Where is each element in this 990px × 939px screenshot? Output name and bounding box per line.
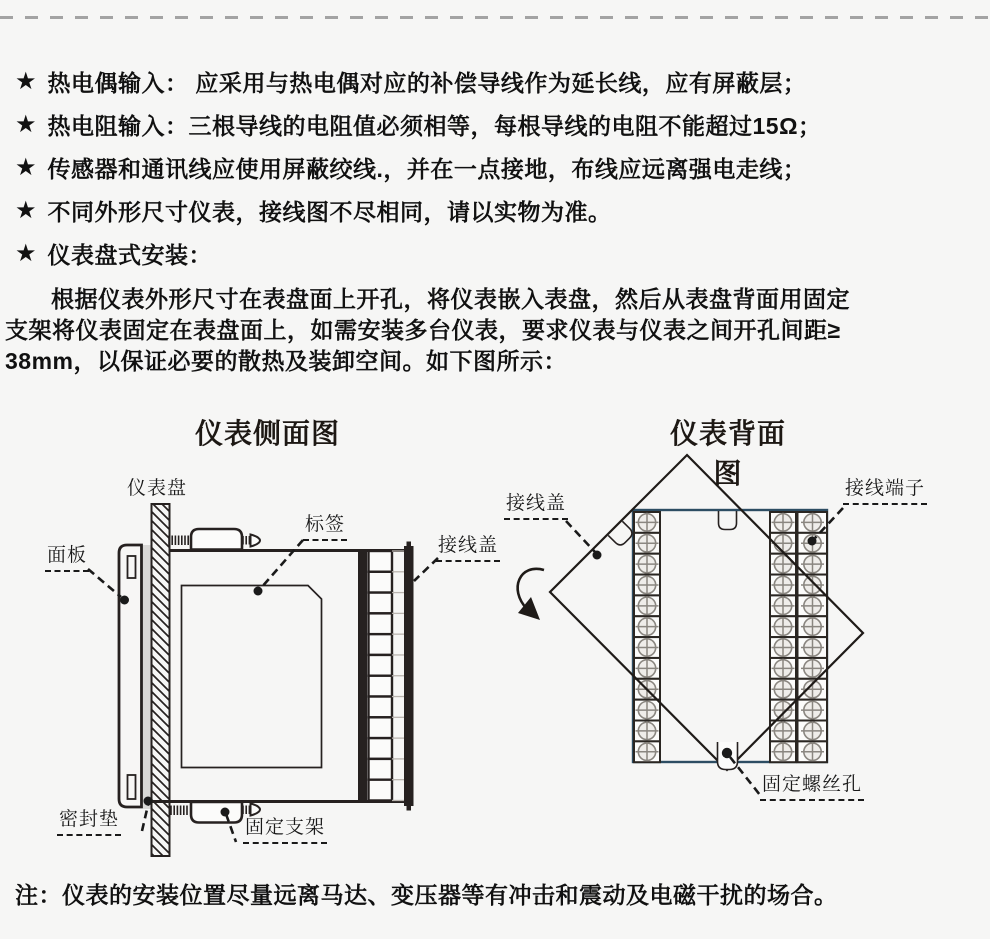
star-bullet-icon: ★	[15, 196, 37, 224]
top-screw-head	[251, 535, 261, 547]
top-notch	[719, 511, 737, 530]
bullet-text: 不同外形尺寸仪表，接线图不尽相同，请以实物为准。	[47, 199, 612, 225]
bottom-note: 注：仪表的安装位置尽量远离马达、变压器等有冲击和震动及电磁干扰的场合。	[15, 882, 838, 908]
label-tag: 标签	[303, 514, 347, 541]
paragraph-line: 根据仪表外形尺寸在表盘面上开孔，将仪表嵌入表盘，然后从表盘背面用固定	[51, 286, 850, 312]
label-screw-hole: 固定螺丝孔	[760, 774, 864, 801]
bottom-fixing-bracket	[191, 802, 242, 823]
label-bracket: 固定支架	[243, 817, 327, 844]
side-view-title: 仪表侧面图	[195, 419, 341, 450]
label-front-panel: 面板	[45, 545, 89, 572]
label-panel-board: 仪表盘	[127, 478, 188, 499]
tag-area-rect	[182, 586, 322, 768]
paragraph-line: 38mm，以保证必要的散热及装卸空间。如下图所示：	[5, 348, 567, 374]
cover-clip-notch	[608, 521, 634, 547]
bullet-text: 热电偶输入： 应采用与热电偶对应的补偿导线作为延长线，应有屏蔽层；	[47, 70, 807, 96]
star-bullet-icon: ★	[15, 239, 37, 267]
label-gasket: 密封垫	[57, 809, 121, 836]
label-terminals: 接线端子	[843, 478, 927, 505]
gasket-strip	[143, 545, 152, 809]
star-bullet-icon: ★	[15, 153, 37, 181]
star-bullet-icon: ★	[15, 67, 37, 95]
side-wiring-cover-bar	[404, 546, 414, 806]
top-fixing-bracket	[191, 529, 242, 550]
label-side-wiring-cover: 接线盖	[436, 535, 500, 562]
cover-nub	[407, 542, 412, 547]
cover-nub	[407, 806, 412, 811]
back-view-title: 仪表背面图	[669, 419, 786, 490]
panel-board-hatched	[152, 504, 170, 856]
bullet-text: 传感器和通讯线应使用屏蔽绞线.，并在一点接地，布线应远离强电走线；	[47, 156, 807, 182]
back-terminal-grid	[634, 512, 827, 762]
star-bullet-icon: ★	[15, 110, 37, 138]
label-back-wiring-cover: 接线盖	[504, 493, 568, 520]
bottom-screw-head	[251, 804, 261, 816]
bullet-text: 热电阻输入：三根导线的电阻值必须相等，每根导线的电阻不能超过15Ω；	[47, 113, 822, 139]
front-panel-bezel	[119, 545, 142, 807]
paragraph-line: 支架将仪表固定在表盘面上，如需安装多台仪表，要求仪表与仪表之间开孔间距≥	[5, 317, 841, 343]
body-right-wall	[358, 550, 367, 802]
bullet-text: 仪表盘式安装：	[47, 242, 213, 268]
side-terminal-strip	[369, 551, 405, 800]
